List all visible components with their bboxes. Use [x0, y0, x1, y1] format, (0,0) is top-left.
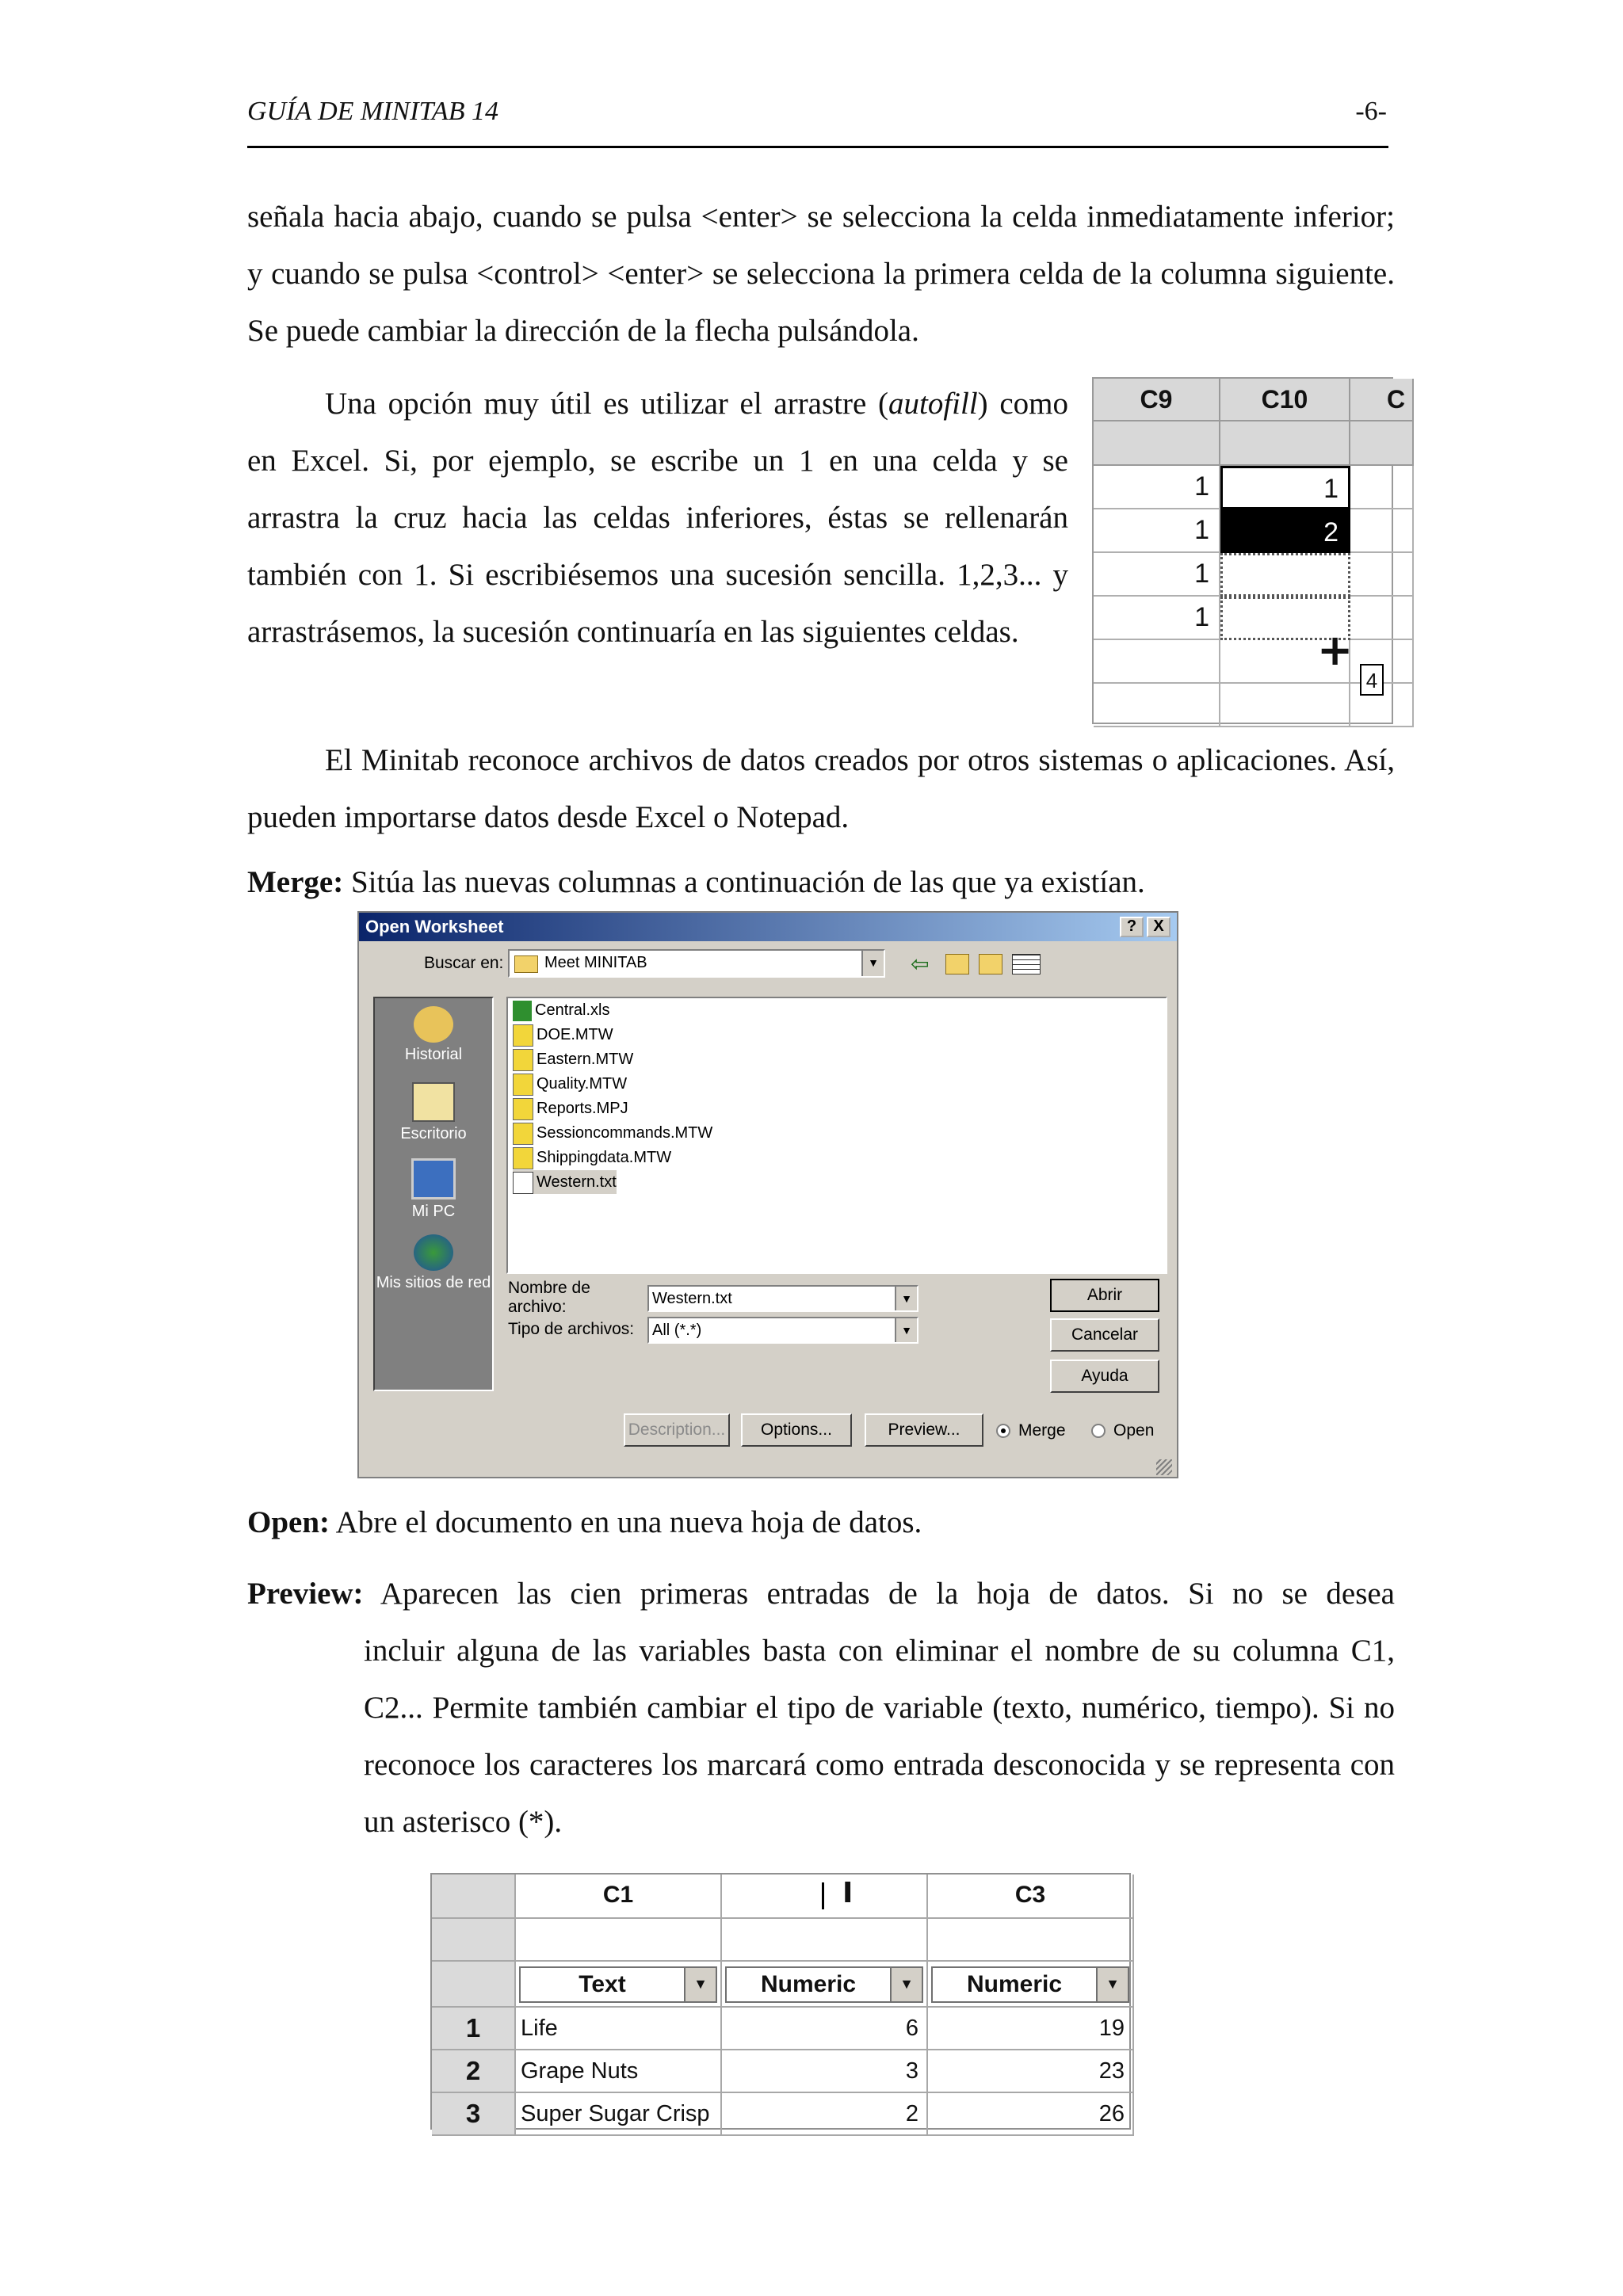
c10-cell-active: 1 [1220, 466, 1350, 509]
running-header-title: GUÍA DE MINITAB 14 [247, 97, 498, 126]
open-radio-label: Open [1113, 1421, 1155, 1440]
filetype-value: All (*.*) [652, 1322, 702, 1339]
autofill-term: autofill [888, 387, 978, 421]
mtw-file-icon [513, 1024, 533, 1047]
radio-dot-icon [996, 1424, 1010, 1438]
desktop-icon [412, 1082, 455, 1122]
table-cell[interactable]: 2 [722, 2093, 928, 2136]
grid-col-header-c10: C10 [1220, 379, 1350, 421]
filename-label: Nombre de archivo: [508, 1279, 590, 1316]
file-name: Western.txt [537, 1173, 617, 1191]
open-text: Abre el documento en una nueva hoja de datos. [330, 1505, 922, 1539]
filename-value: Western.txt [652, 1290, 732, 1307]
type-value: Numeric [760, 1971, 857, 1997]
file-item[interactable] [513, 998, 609, 1022]
cancel-button[interactable]: Cancelar [1050, 1318, 1159, 1352]
file-item[interactable] [513, 1097, 628, 1120]
filetype-dropdown[interactable] [647, 1317, 918, 1344]
corner-cell [432, 1875, 516, 1919]
chevron-down-icon: ▼ [890, 1968, 922, 2001]
row-header-blank [432, 1962, 516, 2008]
preview-description-rest: incluir alguna de las variables basta con eliminar el nombre de su columna C1, C2... Permite también cambiar el tipo de variable (texto, numérico, tiempo). Si no reconoce los caracteres los marcará como entrada desconocida y se representa con un asterisco (*). [364, 1634, 1395, 1839]
page-number: -6- [1355, 97, 1387, 126]
merge-radio[interactable] [996, 1421, 1066, 1440]
grid-name-row-cell [1350, 421, 1414, 466]
help-button[interactable]: Ayuda [1050, 1360, 1159, 1393]
type-select-c2[interactable] [725, 1966, 923, 2003]
name-cell[interactable] [928, 1919, 1134, 1962]
type-value: Numeric [966, 1971, 1063, 1997]
c9-cell: 1 [1094, 597, 1220, 640]
chevron-down-icon: ▼ [895, 1318, 917, 1342]
help-title-button[interactable]: ? [1120, 917, 1144, 937]
type-select-c1[interactable] [519, 1966, 717, 2003]
up-folder-icon[interactable] [945, 954, 969, 974]
file-list [506, 997, 1167, 1274]
merge-term: Merge: [247, 865, 344, 899]
next-col-cell [1350, 509, 1414, 553]
c9-cell: 1 [1094, 553, 1220, 597]
drag-cross-icon: + [1317, 625, 1354, 675]
name-cell[interactable] [516, 1919, 722, 1962]
options-button[interactable]: Options... [741, 1413, 852, 1447]
computer-icon [411, 1158, 456, 1199]
merge-radio-label: Merge [1018, 1421, 1066, 1440]
type-cell [516, 1962, 722, 2008]
merge-description [247, 854, 1395, 911]
file-name: Eastern.MTW [537, 1051, 634, 1068]
file-name: Sessioncommands.MTW [537, 1124, 713, 1142]
next-col-cell [1350, 553, 1414, 597]
back-arrow-icon[interactable]: ⇦ [911, 952, 930, 976]
file-name: DOE.MTW [537, 1026, 613, 1043]
place-label: Historial [404, 1046, 463, 1063]
mpj-file-icon [513, 1098, 533, 1120]
table-cell[interactable]: Grape Nuts [516, 2050, 722, 2093]
place-network[interactable] [375, 1234, 492, 1292]
paragraph-autofill [247, 376, 1068, 661]
autofill-text-a: Una opción muy útil es utilizar el arrastre ( [325, 387, 888, 421]
description-button[interactable]: Description... [624, 1413, 730, 1447]
place-desktop[interactable] [375, 1082, 492, 1143]
table-cell[interactable]: Life [516, 2008, 722, 2050]
autofill-text-b: ) como en Excel. Si, por ejemplo, se escribe un 1 en una celda y se arrastra la cruz hacia las celdas inferiores, éstas se rellenarán también con 1. Si escribiésemos una sucesión sencilla. 1,2,3... y arrastrásemos, la sucesión continuaría en las siguientes celdas. [247, 387, 1068, 649]
open-radio[interactable] [1091, 1421, 1154, 1440]
paragraph-import: El Minitab reconoce archivos de datos creados por otros sistemas o aplicaciones. Así, pueden importarse datos desde Excel o Notepad. [247, 743, 1395, 834]
col-header-c1[interactable]: C1 [516, 1875, 722, 1919]
col-header-c3[interactable]: C3 [928, 1875, 1134, 1919]
paragraph-enter-direction: señala hacia abajo, cuando se pulsa <enter> se selecciona la celda inmediatamente inferior; y cuando se pulsa <control> <enter> se selecciona la primera celda de la columna siguiente. Se puede cambiar la dirección de la flecha pulsándola. [247, 200, 1395, 348]
preview-text-first: Aparecen las cien primeras entradas de la hoja de datos. Si no se desea [363, 1577, 1395, 1611]
mtw-file-icon [513, 1147, 533, 1169]
autofill-grid-screenshot [1092, 377, 1406, 724]
preview-data-grid [430, 1873, 1131, 2130]
table-cell[interactable]: Super Sugar Crisp [516, 2093, 722, 2136]
history-icon [414, 1006, 453, 1043]
table-cell[interactable]: 26 [928, 2093, 1134, 2136]
c9-cell: 1 [1094, 509, 1220, 553]
places-bar [373, 997, 494, 1391]
c10-cell-selected: 2 [1220, 509, 1350, 553]
file-name: Shippingdata.MTW [537, 1149, 672, 1166]
grid-col-header-next: C [1350, 379, 1414, 421]
preview-button[interactable]: Preview... [865, 1413, 983, 1447]
view-menu-icon[interactable] [1012, 954, 1041, 974]
table-cell[interactable]: 19 [928, 2008, 1134, 2050]
grid-col-header-c9: C9 [1094, 379, 1220, 421]
preview-term: Preview: [247, 1577, 364, 1611]
chevron-down-icon: ▼ [684, 1968, 716, 2001]
preview-description-first-line [247, 1566, 1395, 1623]
filetype-label: Tipo de archivos: [508, 1320, 635, 1338]
file-item[interactable] [513, 1023, 613, 1047]
open-description [247, 1494, 1395, 1551]
type-select-c3[interactable] [931, 1966, 1129, 2003]
type-value: Text [579, 1971, 626, 1997]
new-folder-icon[interactable] [979, 954, 1002, 974]
table-cell[interactable]: 3 [722, 2050, 928, 2093]
resize-grip-icon[interactable] [1156, 1459, 1172, 1475]
c9-cell [1094, 684, 1220, 727]
chevron-down-icon: ▼ [895, 1287, 917, 1310]
place-label: Mis sitios de red [376, 1274, 491, 1291]
c10-cell [1220, 684, 1350, 727]
row-number: 1 [432, 2008, 516, 2050]
dialog-title-bar: Open Worksheet [359, 913, 1177, 941]
network-globe-icon [414, 1234, 453, 1271]
file-name: Central.xls [535, 1001, 610, 1019]
c9-cell [1094, 640, 1220, 684]
next-col-cell [1350, 597, 1414, 640]
lookin-label: Buscar en: [424, 954, 504, 972]
file-item[interactable] [513, 1047, 633, 1071]
excel-file-icon [513, 1001, 532, 1021]
mtw-file-icon [513, 1049, 533, 1071]
radio-dot-icon [1091, 1424, 1106, 1438]
text-cursor-icon: I [842, 1877, 854, 1909]
file-item[interactable] [513, 1072, 627, 1096]
place-label: Mi PC [411, 1203, 456, 1220]
c10-drag-cell [1220, 553, 1350, 597]
row-number: 2 [432, 2050, 516, 2093]
chevron-down-icon: ▼ [1096, 1968, 1128, 2001]
mtw-file-icon [513, 1123, 533, 1145]
file-item[interactable] [513, 1121, 712, 1145]
header-rule [247, 146, 1388, 148]
file-item[interactable] [513, 1146, 671, 1169]
place-label: Escritorio [400, 1125, 467, 1142]
drag-count-tooltip: 4 [1360, 664, 1384, 696]
open-worksheet-dialog [357, 911, 1178, 1478]
filename-field[interactable] [647, 1285, 918, 1312]
c9-cell: 1 [1094, 466, 1220, 509]
next-col-cell [1350, 466, 1414, 509]
place-my-pc[interactable] [375, 1158, 492, 1221]
text-caret [822, 1882, 824, 1909]
place-history[interactable] [375, 1006, 492, 1064]
file-name: Quality.MTW [537, 1075, 628, 1093]
type-cell [928, 1962, 1134, 2008]
close-title-button[interactable]: X [1147, 917, 1170, 937]
name-cell[interactable] [722, 1919, 928, 1962]
file-name: Reports.MPJ [537, 1100, 628, 1117]
open-term: Open: [247, 1505, 330, 1539]
folder-icon [514, 955, 538, 973]
table-cell[interactable]: 23 [928, 2050, 1134, 2093]
grid-name-row-cell [1094, 421, 1220, 466]
mtw-file-icon [513, 1074, 533, 1096]
lookin-value: Meet MINITAB [544, 954, 647, 971]
open-button[interactable]: Abrir [1050, 1279, 1159, 1312]
grid-name-row-cell [1220, 421, 1350, 466]
file-item-selected[interactable] [513, 1170, 617, 1194]
lookin-dropdown[interactable] [508, 949, 885, 978]
row-header-blank [432, 1919, 516, 1962]
text-file-icon [513, 1172, 533, 1194]
type-cell [722, 1962, 928, 2008]
row-number: 3 [432, 2093, 516, 2136]
chevron-down-icon: ▼ [861, 951, 884, 976]
col-header-c2-editing[interactable] [722, 1875, 928, 1919]
merge-text: Sitúa las nuevas columnas a continuación de las que ya existían. [343, 865, 1145, 899]
table-cell[interactable]: 6 [722, 2008, 928, 2050]
